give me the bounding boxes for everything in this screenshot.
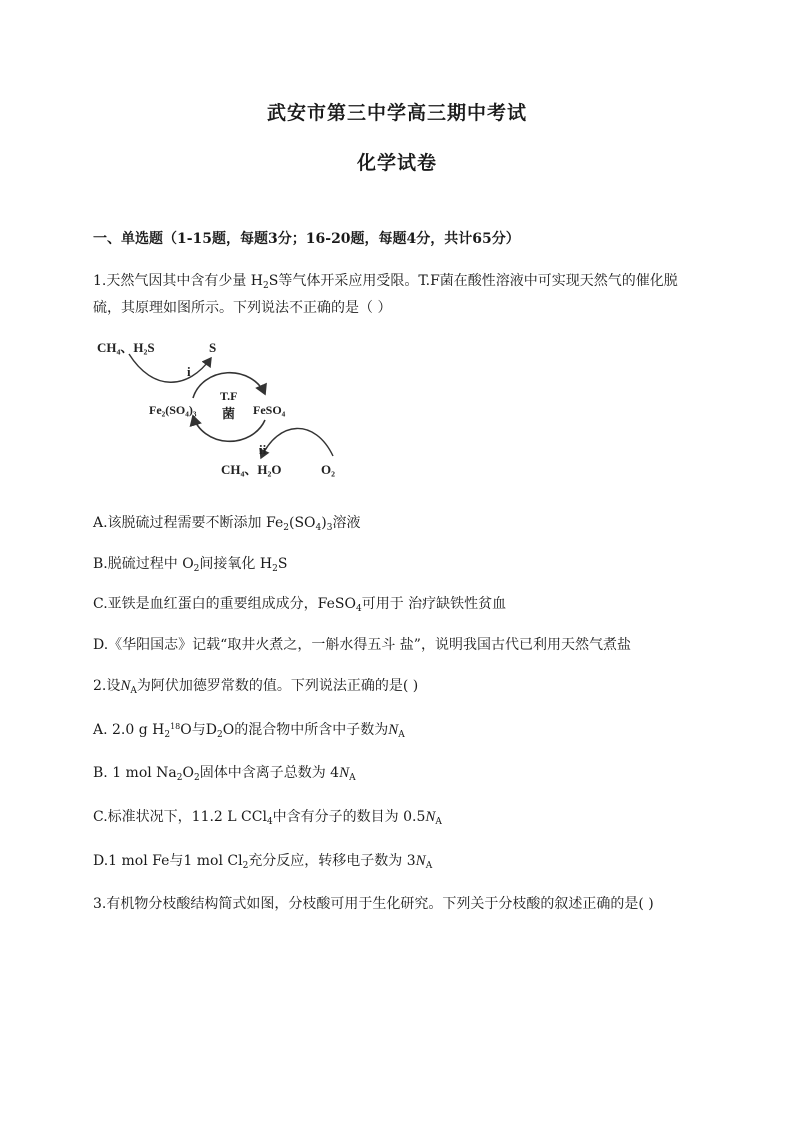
q2-option-d: D.1 mol Fe与1 mol $Cl_2$充分反应，转移电子数为 $3N_A$ xyxy=(93,853,433,871)
q3-stem: 3.有机物分枝酸结构简式如图，分枝酸可用于生化研究。下列关于分枝酸的叙述正确的是( ) xyxy=(93,896,654,912)
q2-option-c: C.标准状况下，11.2 L CCl$_4$中含有分子的数目为 $0.5N_A$ xyxy=(93,809,442,827)
q1-option-a: A.该脱硫过程需要不断添加 $Fe_2(SO_4)_3$溶液 xyxy=(93,515,361,533)
q1-option-c: C.亚铁是血红蛋白的重要组成成分，FeSO$_4$可用于 治疗缺铁性贫血 xyxy=(93,596,507,614)
exam-title: 武安市第三中学高三期中考试 xyxy=(266,102,527,124)
exam-subtitle: 化学试卷 xyxy=(356,152,437,174)
section-heading: 一、单选题（1-15题，每题3分；16-20题，每题4分，共计65分） xyxy=(93,231,520,247)
label-ch4-h2s: CH₄、H₂S xyxy=(97,340,155,355)
q1-stem-line2: 硫，其原理如图所示。下列说法不正确的是（ ） xyxy=(93,300,392,316)
label-s: S xyxy=(209,340,217,355)
label-feso4: FeSO₄ xyxy=(253,403,286,417)
label-ch4-h2o: CH₄、H₂O xyxy=(221,462,282,477)
q2-option-a: A. 2.0 g $H_2^{18}O$与$D_2O$的混合物中所含中子数为$N_A$ xyxy=(93,722,405,740)
label-bacteria: 菌 xyxy=(222,406,236,421)
step2-arrow xyxy=(261,428,333,458)
label-step-i: i xyxy=(187,364,191,379)
q2-option-b: B. 1 mol $Na_2O_2$固体中含离子总数为 $4N_A$ xyxy=(93,765,356,783)
label-tf: T.F xyxy=(220,389,238,403)
label-fe2so43: Fe₂(SO₄)₃ xyxy=(149,403,197,417)
label-step-ii: ii xyxy=(259,442,267,457)
q1-option-b: B.脱硫过程中 $O_2$间接氧化 $H_2S$ xyxy=(93,556,288,574)
label-o2: O₂ xyxy=(321,462,336,477)
q1-option-d: D.《华阳国志》记载“取井火煮之，一斛水得五斗 盐”，说明我国古代已利用天然气煮盐 xyxy=(93,637,631,653)
q1-stem-line1: 1.天然气因其中含有少量 $H_2S$等气体开采应用受限。T.F菌在酸性溶液中可实现天然气的催化脱 xyxy=(93,273,678,291)
q1-reaction-diagram xyxy=(93,332,353,484)
q2-stem: 2.设$N_A$为阿伏加德罗常数的值。下列说法正确的是( ) xyxy=(93,678,419,696)
step1-arrow xyxy=(129,354,211,382)
